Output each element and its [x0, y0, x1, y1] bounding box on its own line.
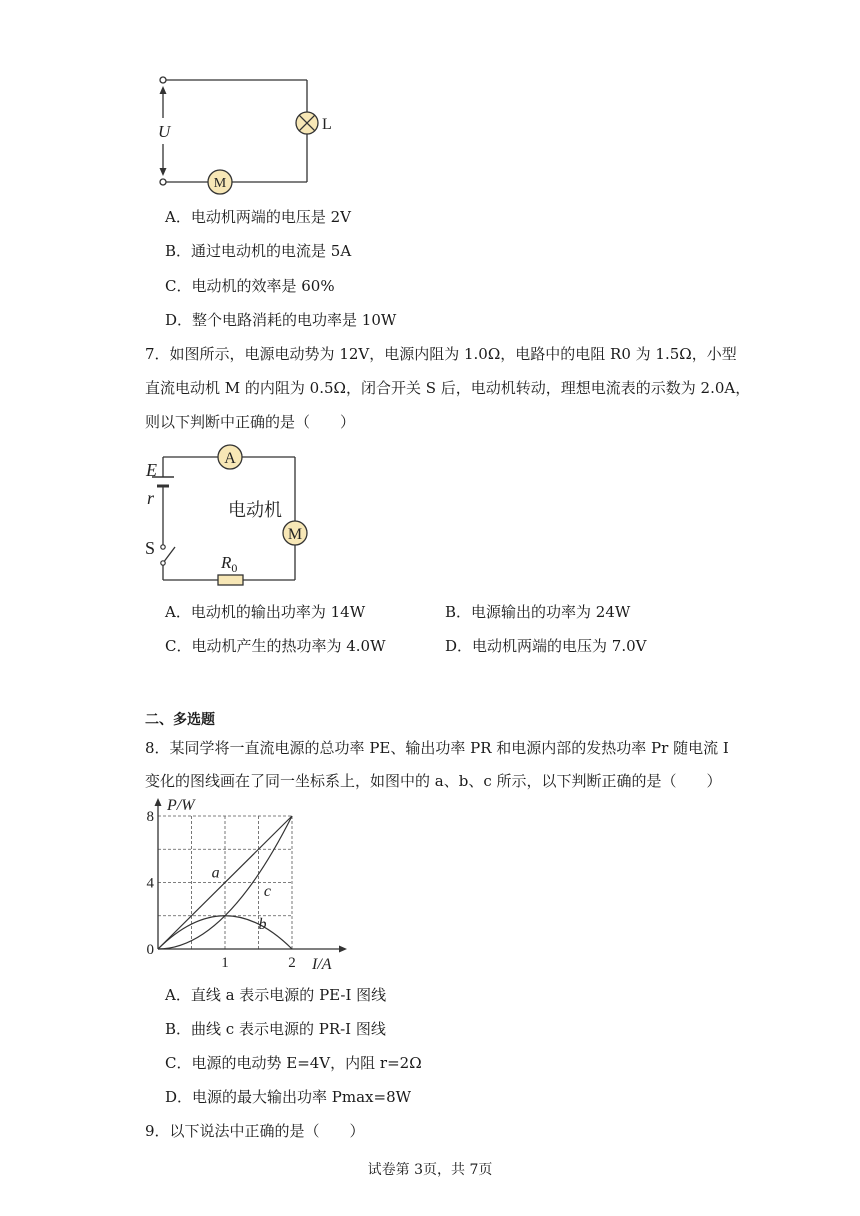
y-tick-label: 4: [146, 875, 154, 892]
lamp-symbol: [296, 112, 318, 134]
switch-label: S: [145, 538, 156, 558]
series-c-label: c: [263, 882, 271, 900]
q6-circuit-diagram: [150, 70, 350, 195]
q8-stem-line-1: 8．某同学将一直流电源的总功率 PE、输出功率 PR 和电源内部的发热功率 Pr 随电流 I: [145, 739, 729, 757]
series-a-label: a: [211, 864, 220, 882]
q7-circuit-diagram: [138, 440, 318, 590]
resistor-label: $R_0$: [221, 553, 238, 575]
voltage-label: U: [158, 122, 171, 141]
x-tick-label: 1: [221, 955, 229, 971]
svg-text:M: M: [287, 526, 303, 543]
lamp-label: L: [322, 116, 332, 133]
q6-option-c[interactable]: C．电动机的效率是 60%: [165, 277, 335, 295]
q6-option-b[interactable]: B．通过电动机的电流是 5A: [165, 242, 352, 260]
series-b-label: b: [258, 916, 267, 934]
motor-text: 电动机: [228, 500, 282, 521]
q8-option-b[interactable]: B．曲线 c 表示电源的 PR-I 图线: [165, 1020, 386, 1038]
ammeter-symbol: [218, 445, 242, 469]
q8-option-c[interactable]: C．电源的电动势 E=4V，内阻 r=2Ω: [165, 1054, 422, 1072]
q7-option-b[interactable]: B．电源输出的功率为 24W: [445, 603, 631, 621]
emf-label: E: [146, 460, 157, 480]
q6-option-a[interactable]: A．电动机两端的电压是 2V: [165, 208, 351, 226]
switch-contact-top: [161, 545, 165, 549]
q8-option-a[interactable]: A．直线 a 表示电源的 PE-I 图线: [165, 986, 387, 1004]
q7-option-c[interactable]: C．电动机产生的热功率为 4.0W: [165, 637, 386, 655]
q7-option-d[interactable]: D．电动机两端的电压为 7.0V: [445, 637, 647, 655]
q7-stem-line-2: 直流电动机 M 的内阻为 0.5Ω，闭合开关 S 后，电动机转动，理想电流表的示数为 2.0A，: [145, 379, 751, 397]
svg-text:M: M: [213, 176, 227, 191]
q7-stem-line-3: 则以下判断中正确的是（ ）: [145, 413, 356, 431]
terminal-bottom: [160, 179, 166, 185]
y-axis-label: P/W: [167, 797, 195, 814]
q8-stem-line-2: 变化的图线画在了同一坐标系上，如图中的 a、b、c 所示，以下判断正确的是（ ）: [145, 772, 722, 790]
q7-option-a[interactable]: A．电动机的输出功率为 14W: [165, 603, 366, 621]
y-tick-label: 8: [146, 809, 154, 825]
resistor-symbol: [218, 575, 243, 585]
page-footer: 试卷第 3页，共 7页: [367, 1162, 493, 1178]
q7-stem-line-1: 7．如图所示，电源电动势为 12V，电源内阻为 1.0Ω，电路中的电阻 R0 为 1.5Ω，小型: [145, 345, 737, 363]
x-axis-arrow: [339, 946, 347, 953]
terminal-top: [160, 77, 166, 83]
q8-option-d[interactable]: D．电源的最大输出功率 Pmax=8W: [165, 1088, 412, 1106]
internal-resistance-label: r: [147, 488, 155, 508]
x-axis-label: I/A: [312, 956, 332, 973]
q6-option-d[interactable]: D．整个电路消耗的电功率是 10W: [165, 311, 397, 329]
motor-symbol: [283, 521, 307, 545]
q9-stem: 9．以下说法中正确的是（ ）: [145, 1122, 365, 1140]
x-tick-label: 2: [288, 955, 296, 971]
q8-power-current-chart: [138, 796, 353, 976]
motor-symbol: [208, 170, 232, 194]
switch-contact-bottom: [161, 561, 165, 565]
section-title: 二、多选题: [145, 712, 215, 728]
y-tick-label: 0: [146, 942, 154, 958]
y-axis-arrow: [155, 798, 162, 806]
svg-text:A: A: [224, 450, 236, 467]
